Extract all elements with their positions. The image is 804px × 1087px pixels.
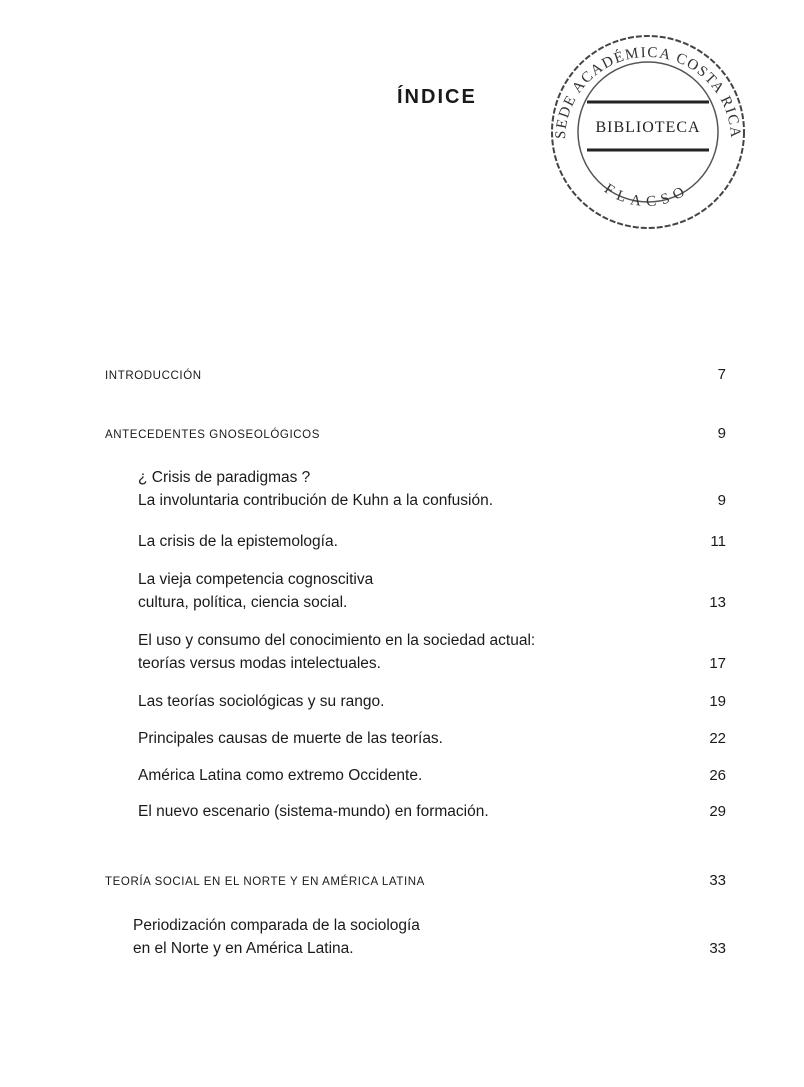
section-antecedentes — [105, 425, 726, 442]
entry-america-latina-occidente — [138, 764, 726, 787]
entry-vieja-competencia — [138, 568, 726, 614]
section-label: INTRODUCCIÓN — [105, 370, 202, 382]
entry-page: 9 — [717, 492, 726, 509]
entry-line: Las teorías sociológicas y su rango. — [138, 693, 385, 710]
entry-line: La involuntaria contribución de Kuhn a la confusión. — [138, 492, 494, 509]
entry-line: La vieja competencia cognoscitiva — [138, 571, 374, 588]
entry-page: 13 — [709, 594, 726, 611]
entry-line: teorías versus modas intelectuales. — [138, 655, 381, 672]
entry-line: Periodización comparada de la sociología — [133, 917, 420, 934]
section-page: 33 — [709, 872, 726, 889]
entry-page: 17 — [709, 655, 726, 672]
entry-crisis-epistemologia — [138, 530, 726, 553]
entry-page: 22 — [709, 730, 726, 747]
stamp-outer-text: SEDE ACADÉMICA COSTA RICA — [552, 44, 744, 140]
entry-uso-consumo — [138, 629, 726, 675]
section-introduccion — [105, 366, 726, 383]
entry-line: Principales causas de muerte de las teorías. — [138, 730, 443, 747]
entry-line: cultura, política, ciencia social. — [138, 594, 348, 611]
page-title: ÍNDICE — [397, 86, 477, 108]
entry-line: El nuevo escenario (sistema-mundo) en formación. — [138, 803, 489, 820]
entry-nuevo-escenario — [138, 800, 726, 823]
entry-line: América Latina como extremo Occidente. — [138, 767, 423, 784]
stamp-bottom-text: FLACSO — [601, 181, 693, 211]
entry-page: 29 — [709, 803, 726, 820]
entry-line: en el Norte y en América Latina. — [133, 940, 354, 957]
section-page: 9 — [717, 425, 726, 442]
entry-causas-muerte — [138, 727, 726, 750]
section-label: TEORÍA SOCIAL EN EL NORTE Y EN AMÉRICA LATINA — [105, 876, 425, 888]
entry-page: 19 — [709, 693, 726, 710]
entry-teorias-sociologicas — [138, 690, 726, 713]
section-page: 7 — [717, 366, 726, 383]
section-teoria-social — [105, 872, 726, 889]
stamp-center-text: BIBLIOTECA — [595, 119, 701, 136]
entry-page: 26 — [709, 767, 726, 784]
library-stamp — [535, 22, 757, 232]
entry-page: 33 — [709, 940, 726, 957]
entry-line: ¿ Crisis de paradigmas ? — [138, 469, 311, 486]
entry-line: La crisis de la epistemología. — [138, 533, 338, 550]
entry-page: 11 — [710, 533, 726, 550]
section-label: ANTECEDENTES GNOSEOLÓGICOS — [105, 429, 320, 441]
entry-line: El uso y consumo del conocimiento en la sociedad actual: — [138, 632, 536, 649]
entry-crisis-paradigmas — [138, 466, 726, 512]
entry-periodizacion — [133, 914, 726, 960]
